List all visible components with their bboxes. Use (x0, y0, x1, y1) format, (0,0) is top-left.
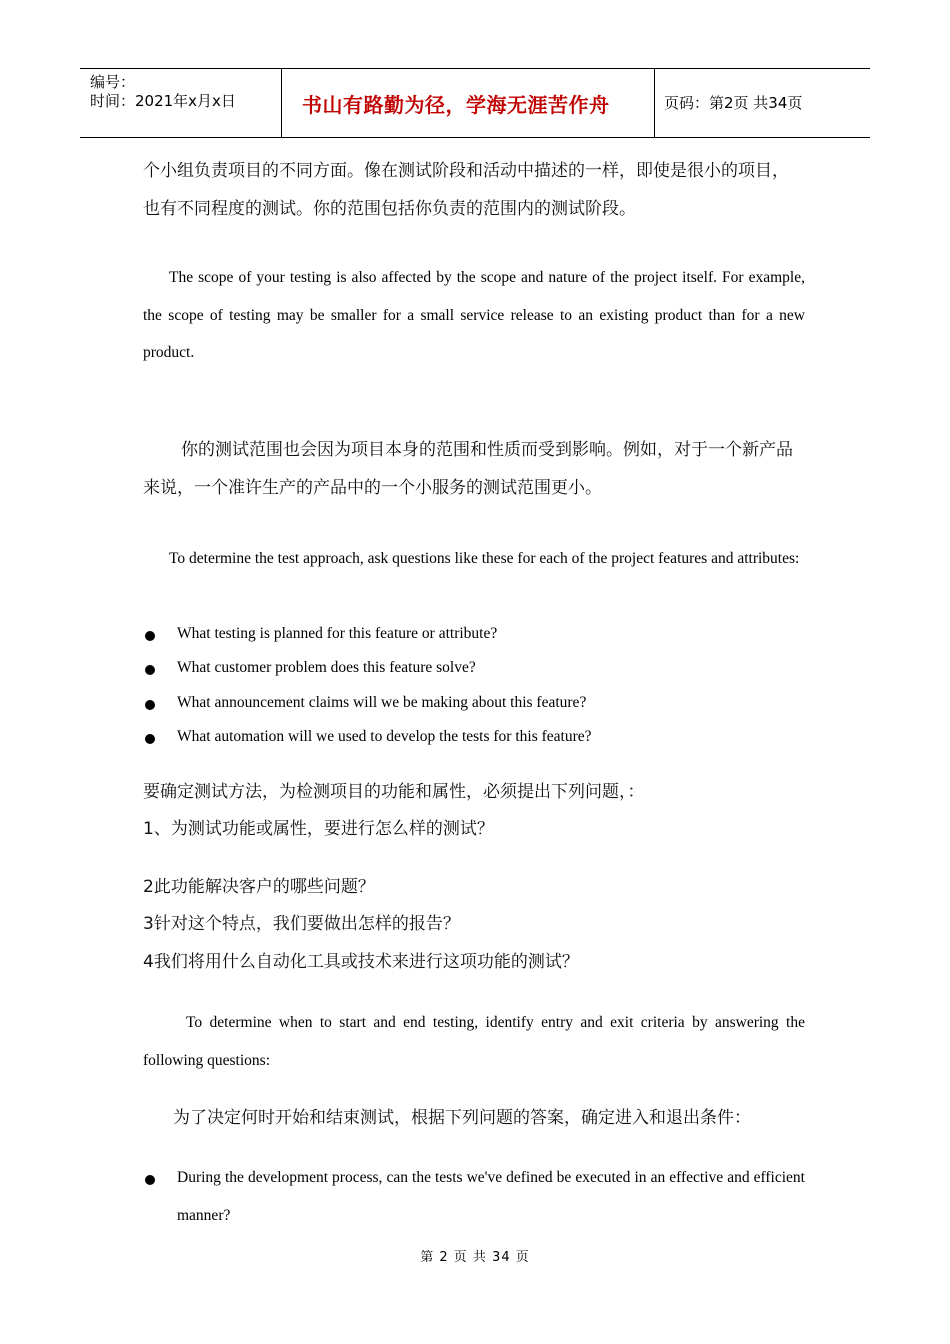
time-label: 时间：2021年x月x日 (90, 92, 236, 110)
zh-question-4: 4我们将用什么自动化工具或技术来进行这项功能的测试？ (143, 952, 579, 972)
en-paragraph-2: To determine the test approach, ask questions like these for each of the project features and attributes: (169, 550, 800, 567)
bullet-icon (145, 1175, 155, 1185)
header-motto-cell (282, 69, 655, 137)
number-label: 编号： (90, 73, 136, 91)
en-paragraph-1: The scope of your testing is also affected by the scope and nature of the project itself. For example, the scope of testing may be smaller for a small service release to an existing product than for a new product. (143, 269, 805, 361)
motto: 书山有路勤为径，学海无涯苦作舟 (302, 93, 610, 117)
zh-paragraph-2: 你的测试范围也会因为项目本身的范围和性质而受到影响。例如，对于一个新产品来说，一个准许生产的产品中的一个小服务的测试范围更小。 (143, 440, 793, 498)
zh-question-3: 3针对这个特点，我们要做出怎样的报告？ (143, 914, 460, 934)
bullet-icon (145, 631, 155, 641)
page-header (80, 68, 870, 138)
en-paragraph-3: To determine when to start and end testing, identify entry and exit criteria by answering the following questions: (143, 1014, 805, 1069)
bullet-icon (145, 665, 155, 675)
zh-question-intro: 要确定测试方法，为检测项目的功能和属性，必须提出下列问题，： (143, 782, 645, 802)
bullet-icon (145, 734, 155, 744)
zh-paragraph-1: 个小组负责项目的不同方面。像在测试阶段和活动中描述的一样，即使是很小的项目，也有不同程度的测试。你的范围包括你负责的范围内的测试阶段。 (143, 161, 789, 219)
header-meta-cell (80, 69, 282, 137)
zh-question-1: 1、为测试功能或属性，要进行怎么样的测试？ (143, 819, 494, 839)
zh-question-2: 2此功能解决客户的哪些问题？ (143, 877, 375, 897)
bullet-icon (145, 700, 155, 710)
page-footer: 第 2 页 共 34 页 (420, 1250, 530, 1265)
zh-paragraph-3: 为了决定何时开始和结束测试，根据下列问题的答案，确定进入和退出条件： (173, 1108, 751, 1128)
page-number-label: 页码：第2页 共34页 (664, 94, 803, 112)
